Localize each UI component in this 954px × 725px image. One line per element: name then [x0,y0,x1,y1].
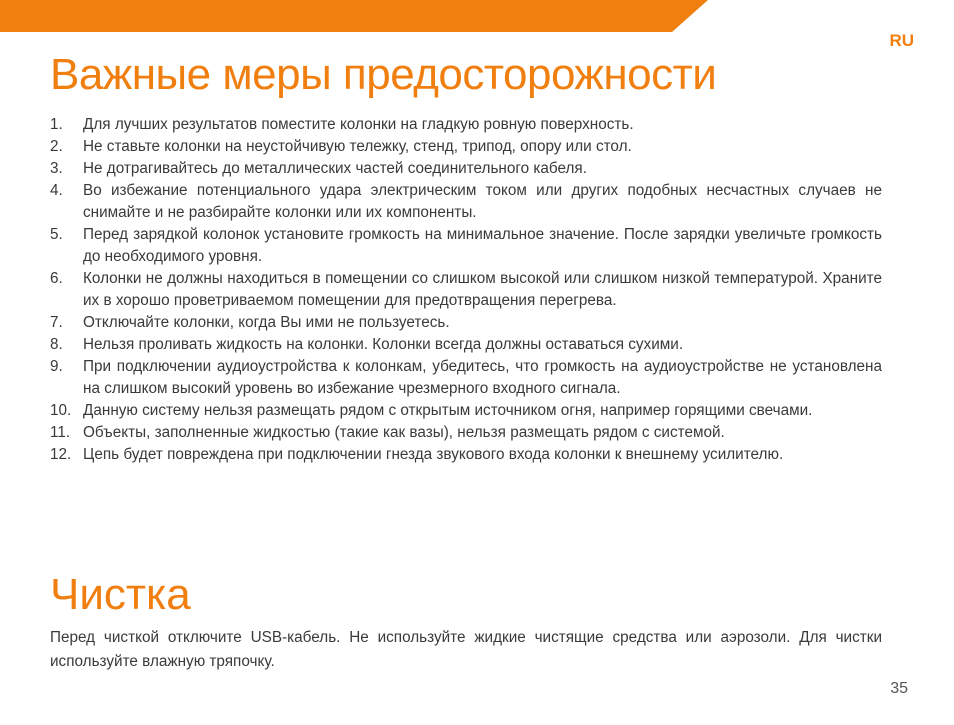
list-item-number: 10. [50,402,72,419]
safety-list-item [50,180,882,224]
list-item-text: Для лучших результатов поместите колонки на гладкую ровную поверхность. [83,116,634,133]
list-item-text: Перед зарядкой колонок установите громкость на минимальное значение. После зарядки увеличьте громкость до необходимого уровня. [83,226,882,265]
list-item-text: Не ставьте колонки на неустойчивую тележку, стенд, трипод, опору или стол. [83,138,632,155]
safety-title: Важные меры предосторожности [50,50,717,99]
list-item-number: 9. [50,358,63,375]
safety-list-item [50,224,882,268]
safety-list [50,114,882,466]
safety-list-item [50,136,882,158]
list-item-number: 3. [50,160,63,177]
list-item-text: Объекты, заполненные жидкостью (такие как вазы), нельзя размещать рядом с системой. [83,424,725,441]
safety-list-item [50,114,882,136]
language-label: RU [889,31,914,50]
list-item-text: Не дотрагивайтесь до металлических частей соединительного кабеля. [83,160,587,177]
list-item-number: 1. [50,116,63,133]
list-item-number: 6. [50,270,63,287]
list-item-number: 4. [50,182,63,199]
list-item-number: 12. [50,446,72,463]
safety-list-item [50,312,882,334]
safety-list-item [50,268,882,312]
list-item-text: При подключении аудиоустройства к колонкам, убедитесь, что громкость на аудиоустройстве не установлена на слишком высокий уровень во избежание чрезмерного входного сигнала. [83,358,882,397]
list-item-number: 7. [50,314,63,331]
cleaning-title: Чистка [50,570,191,619]
list-item-text: Цепь будет повреждена при подключении гнезда звукового входа колонки к внешнему усилителю. [83,446,784,463]
safety-list-item [50,422,882,444]
list-item-number: 8. [50,336,63,353]
header-accent-band [0,0,954,32]
list-item-text: Колонки не должны находиться в помещении со слишком высокой или слишком низкой температурой. Храните их в хорошо проветриваемом помещении для предотвращения перегрева. [83,270,882,309]
list-item-number: 5. [50,226,63,243]
safety-list-item [50,356,882,400]
page-number: 35 [890,680,908,697]
list-item-number: 2. [50,138,63,155]
safety-list-item [50,400,882,422]
safety-list-item [50,334,882,356]
list-item-number: 11. [50,424,71,441]
cleaning-text: Перед чисткой отключите USB-кабель. Не используйте жидкие чистящие средства или аэрозоли. Для чистки используйте влажную тряпочку. [50,629,882,670]
list-item-text: Данную систему нельзя размещать рядом с открытым источником огня, например горящими свечами. [83,402,813,419]
safety-list-item [50,158,882,180]
safety-list-item [50,444,882,466]
list-item-text: Нельзя проливать жидкость на колонки. Колонки всегда должны оставаться сухими. [83,336,684,353]
list-item-text: Во избежание потенциального удара электрическим током или других подобных несчастных случаев не снимайте и не разбирайте колонки или их компоненты. [83,182,882,221]
list-item-text: Отключайте колонки, когда Вы ими не пользуетесь. [83,314,450,331]
